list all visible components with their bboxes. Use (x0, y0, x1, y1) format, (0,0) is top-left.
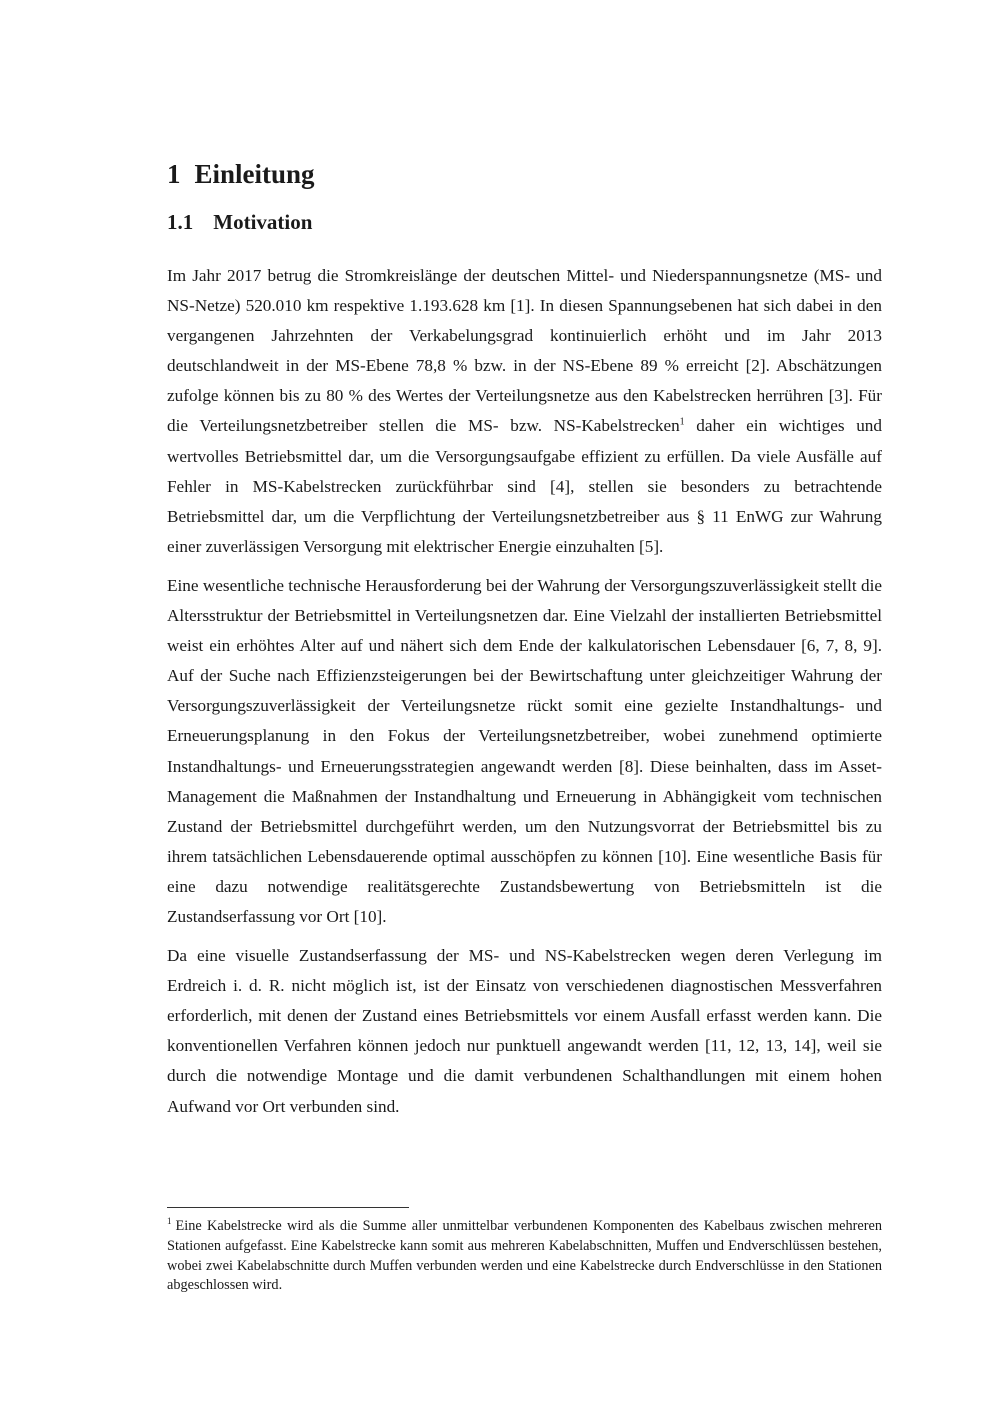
footnote-reference[interactable]: 1 (679, 416, 685, 428)
chapter-number: 1 (167, 159, 181, 189)
footnote-area (167, 1207, 882, 1296)
footnote-text: Eine Kabelstrecke wird als die Summe aller unmittelbar verbundenen Komponenten des Kabelbaus zwischen mehreren Stationen aufgefasst. Eine Kabelstrecke kann somit aus mehreren Kabelabschnitten, Muffen und Endverschlüssen bestehen, wobei zwei Kabelabschnitte durch Muffen verbunden werden und eine Kabelstrecke durch Endverschlüsse in den Stationen abgeschlossen wird. (167, 1218, 882, 1294)
page-content (167, 150, 882, 1131)
body-text (167, 261, 882, 1122)
footnote-divider (167, 1207, 409, 1208)
section-title: Motivation (213, 210, 313, 234)
section-number: 1.1 (167, 210, 194, 234)
footnote-mark: 1 (167, 1216, 172, 1227)
paragraph-3: Da eine visuelle Zustandserfassung der MS- und NS-Kabelstrecken wegen deren Verlegung im Erdreich i. d. R. nicht möglich ist, ist der Einsatz von verschiedenen diagnostischen Messverfahren erforderlich, mit denen der Zustand eines Betriebsmittels vor einem Ausfall erfasst werden kann. Die konventionellen Verfahren können jedoch nur punktuell angewandt werden [11, 12, 13, 14], weil sie durch die notwendige Montage und die damit verbundenen Schalthandlungen mit einem hohen Aufwand vor Ort verbunden sind. (167, 946, 882, 1116)
paragraph-1 (167, 261, 882, 562)
paragraph-2: Eine wesentliche technische Herausforderung bei der Wahrung der Versorgungszuverlässigkeit stellt die Altersstruktur der Betriebsmittel in Verteilungsnetzen dar. Eine Vielzahl der installierten Betriebsmittel weist ein erhöhtes Alter auf und nähert sich dem Ende der kalkulatorischen Lebensdauer [6, 7, 8, 9]. Auf der Suche nach Effizienzsteigerungen bei der Bewirtschaftung unter gleichzeitiger Wahrung der Versorgungszuverlässigkeit der Verteilungsnetze rückt somit eine gezielte Instandhaltungs- und Erneuerungsplanung in den Fokus der Verteilungsnetzbetreiber, wobei zunehmend optimierte Instandhaltungs- und Erneuerungsstrategien angewandt werden [8]. Diese beinhalten, dass im Asset-Management die Maßnahmen der Instandhaltung und Erneuerung in Abhängigkeit vom technischen Zustand der Betriebsmittel durchgeführt werden, um den Nutzungsvorrat der Betriebsmittel bis zu ihrem tatsächlichen Lebensdauerende optimal ausschöpfen zu können [10]. Eine wesentliche Basis für eine dazu notwendige realitätsgerechte Zustandsbewertung von Betriebsmitteln ist die Zustandserfassung vor Ort [10]. (167, 575, 882, 926)
paragraph-1-text-b: daher ein wichtiges und wertvolles Betriebsmittel dar, um die Versorgungsaufgabe effizient zu erfüllen. Da viele Ausfälle auf Fehler in MS-Kabelstrecken zurückführbar sind [4], stellen sie besonders zu betrachtende Betriebsmittel dar, um die Verpflichtung der Verteilungsnetzbetreiber aus § 11 EnWG zur Wahrung einer zuverlässigen Versorgung mit elektrischer Energie einzuhalten [5]. (167, 416, 882, 556)
chapter-heading (167, 150, 882, 198)
section-heading (167, 198, 882, 246)
chapter-title: Einleitung (194, 159, 315, 189)
paragraph-1-text-a: Im Jahr 2017 betrug die Stromkreislänge der deutschen Mittel- und Niederspannungsnetze (MS- und NS-Netze) 520.010 km respektive 1.193.628 km [1]. In diesen Spannungsebenen hat sich dabei in den vergangenen Jahrzehnten der Verkabelungsgrad kontinuierlich erhöht und im Jahr 2013 deutschlandweit in der MS-Ebene 78,8 % bzw. in der NS-Ebene 89 % erreicht [2]. Abschätzungen zufolge können bis zu 80 % des Wertes der Verteilungsnetze aus den Kabelstrecken herrühren [3]. Für die Verteilungsnetzbetreiber stellen die MS- bzw. NS-Kabelstrecken (167, 266, 882, 436)
footnote-1 (167, 1217, 882, 1296)
